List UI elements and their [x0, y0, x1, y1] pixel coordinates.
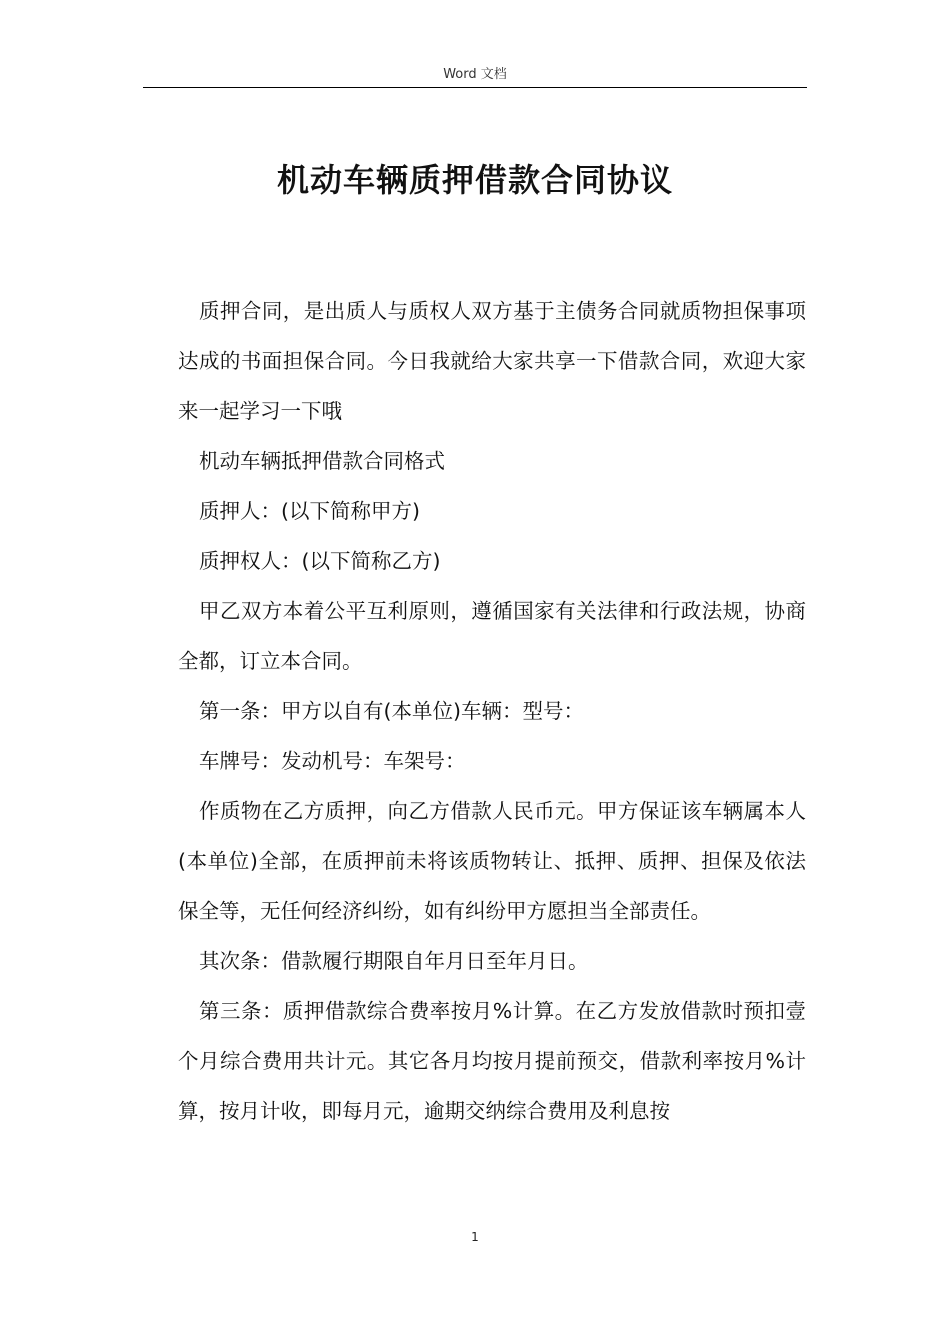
paragraph-intro: 质押合同，是出质人与质权人双方基于主债务合同就质物担保事项达成的书面担保合同。今日我就给大家共享一下借款合同，欢迎大家来一起学习一下哦	[178, 299, 806, 423]
paragraph-article-1: 第一条：甲方以自有(本单位)车辆：型号：	[199, 699, 584, 723]
paragraph-pledge-terms: 作质物在乙方质押，向乙方借款人民币元。甲方保证该车辆属本人(本单位)全部，在质押前未将该质物转让、抵押、质押、担保及依法保全等，无任何经济纠纷，如有纠纷甲方愿担当全部责任。	[178, 799, 806, 923]
paragraph-format-heading: 机动车辆抵押借款合同格式	[199, 449, 445, 473]
document-title: 机动车辆质押借款合同协议	[276, 161, 673, 199]
paragraph-pledgee: 质押权人：(以下简称乙方)	[199, 549, 441, 573]
paragraph-article-2: 其次条：借款履行期限自年月日至年月日。	[199, 949, 589, 973]
paragraph-vehicle-ids: 车牌号：发动机号：车架号：	[199, 749, 466, 773]
paragraph-preamble: 甲乙双方本着公平互利原则，遵循国家有关法律和行政法规，协商全都，订立本合同。	[178, 599, 806, 673]
header-divider	[143, 87, 807, 88]
paragraph-article-3: 第三条：质押借款综合费率按月%计算。在乙方发放借款时预扣壹个月综合费用共计元。其它各月均按月提前预交，借款利率按月%计算，按月计收，即每月元，逾期交纳综合费用及利息按	[178, 999, 806, 1123]
paragraph-pledgor: 质押人：(以下简称甲方)	[199, 499, 420, 523]
page-header: Word 文档	[443, 67, 507, 82]
page-number: 1	[471, 1230, 479, 1244]
document-body	[178, 286, 806, 1136]
